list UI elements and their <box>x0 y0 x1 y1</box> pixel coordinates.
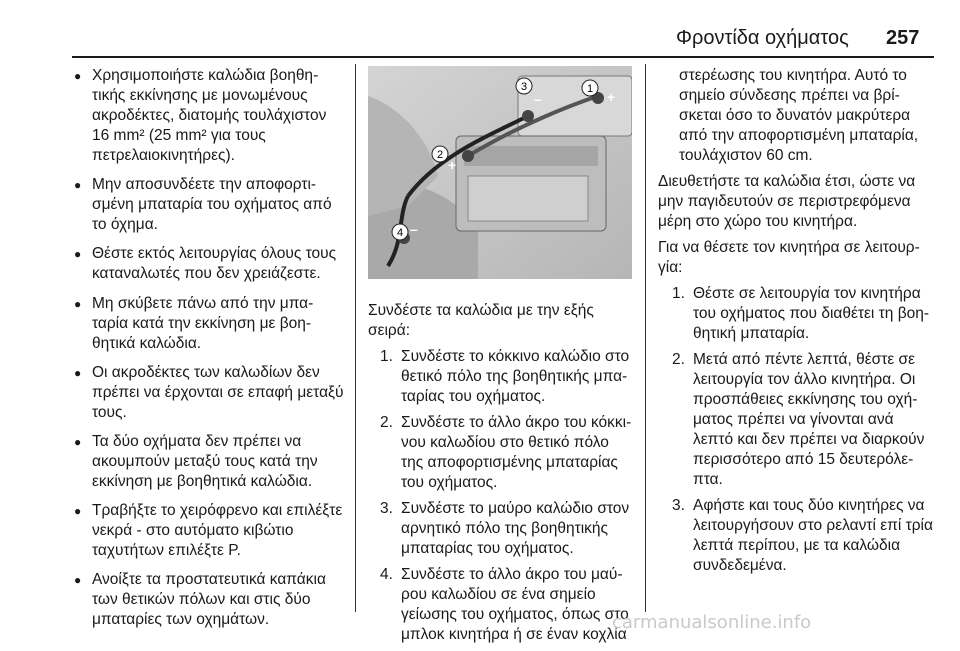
list-item <box>380 347 632 407</box>
list-item <box>672 496 936 576</box>
connection-intro: Συνδέστε τα καλώδια με την εξής σειρά: <box>368 302 594 339</box>
column-right <box>658 66 936 582</box>
step-number: 1. <box>380 348 393 365</box>
step-text: Συνδέστε το μαύρο καλώδιο στον αρνητικό πόλο της βοηθητικής μπαταρίας του οχήματος. <box>401 500 630 557</box>
booster-negative-terminal <box>522 110 534 122</box>
step-number: 4. <box>380 566 393 583</box>
minus-sign: – <box>534 91 542 107</box>
list-item: ● Ανοίξτε τα προστατευτικά καπάκια των θετικών πόλων και στις δύο μπαταρίες των οχημάτων. <box>74 570 344 630</box>
list-item <box>380 565 632 645</box>
list-item <box>672 350 936 490</box>
cable-routing-note: Διευθετήστε τα καλώδια έτσι, ώστε να μην παγιδευτούν σε περιστρεφόμενα μέρη στο χώρο του κινητήρα. <box>658 173 916 230</box>
jump-start-illustration <box>368 66 632 279</box>
step-text: Θέστε σε λειτουργία τον κινητήρα του οχήματος που διαθέτει τη βοηθητική μπαταρία. <box>693 285 930 342</box>
column-divider-2 <box>645 64 646 612</box>
step-number: 2. <box>672 351 685 368</box>
column-middle <box>368 66 632 651</box>
list-item <box>380 413 632 493</box>
svg-text:1: 1 <box>586 83 594 95</box>
list-item: ● Μη σκύβετε πάνω από την μπαταρία κατά την εκκίνηση με βοηθητικά καλώδια. <box>74 294 344 354</box>
list-item: ● Θέστε εκτός λειτουργίας όλους τους καταναλωτές που δεν χρειάζεστε. <box>74 244 344 284</box>
svg-text:3: 3 <box>520 81 528 93</box>
svg-text:4: 4 <box>396 227 404 239</box>
list-item: ● Οι ακροδέκτες των καλωδίων δεν πρέπει να έρχονται σε επαφή μεταξύ τους. <box>74 363 344 423</box>
step-text: Συνδέστε το κόκκινο καλώδιο στο θετικό πόλο της βοηθητικής μπαταρίας του οχήματος. <box>401 348 630 405</box>
column-divider-1 <box>355 64 356 612</box>
step-text: Συνδέστε το άλλο άκρο του κόκκινου καλωδίου στο θετικό πόλο της αποφορτισμένης μπαταρίας του οχήματος. <box>401 414 632 491</box>
list-item <box>672 284 936 344</box>
page-header <box>0 0 960 60</box>
list-item <box>380 499 632 559</box>
step-number: 3. <box>672 497 685 514</box>
connection-steps <box>380 347 632 645</box>
list-item: ● Τραβήξτε το χειρόφρενο και επιλέξτε νεκρά - στο αυτόματο κιβώτιο ταχυτήτων επιλέξτε P. <box>74 501 344 561</box>
header-rule <box>72 56 934 58</box>
start-engine-steps <box>672 284 936 576</box>
step-number: 1. <box>672 285 685 302</box>
list-item: ● Τα δύο οχήματα δεν πρέπει να ακουμπούν μεταξύ τους κατά την εκκίνηση με βοηθητικά καλώδια. <box>74 432 344 492</box>
section-title: Φροντίδα οχήματος <box>676 27 849 49</box>
plus-sign: + <box>607 89 616 105</box>
list-item: ● Μην αποσυνδέετε την αποφορτισμένη μπαταρία του οχήματος από το όχημα. <box>74 175 344 235</box>
step-text: Συνδέστε το άλλο άκρο του μαύρου καλωδίου σε ένα σημείο γείωσης του οχήματος, όπως στο μπλοκ κινητήρα ή σε έναν κοχλία <box>401 566 629 643</box>
precaution-list <box>74 66 344 630</box>
step-number: 3. <box>380 500 393 517</box>
list-item: ● Χρησιμοποιήστε καλώδια βοηθητικής εκκίνησης με μονωμένους ακροδέκτες, διατομής τουλάχιστον 16 mm² (25 mm² για τους πετρελαιοκινητήρες). <box>74 66 344 166</box>
plus-sign: + <box>448 157 457 173</box>
svg-text:2: 2 <box>436 149 444 161</box>
column-left <box>74 66 344 640</box>
discharged-positive-terminal <box>462 150 474 162</box>
page-number: 257 <box>886 27 920 49</box>
continued-step-text: στερέωσης του κινητήρα. Αυτό το σημείο σύνδεσης πρέπει να βρίσκεται όσο το δυνατόν μακρύτερα από την αποφορτισμένη μπαταρία, τουλάχιστον 60 cm. <box>679 67 919 164</box>
start-engine-intro: Για να θέσετε τον κινητήρα σε λειτουργία: <box>658 239 920 276</box>
minus-sign: – <box>410 221 418 237</box>
watermark: carmanualsonline.info <box>612 612 812 633</box>
step-text: Μετά από πέντε λεπτά, θέστε σε λειτουργία τον άλλο κινητήρα. Οι προσπάθειες εκκίνησης του οχήματος πρέπει να γίνονται ανά λεπτό και δεν πρέπει να διαρκούν περισσότερο από 15 δευτερόλεπτα. <box>693 351 925 488</box>
step-number: 2. <box>380 414 393 431</box>
step-text: Αφήστε και τους δύο κινητήρες να λειτουργήσουν στο ρελαντί επί τρία λεπτά περίπου, με τα καλώδια συνδεδεμένα. <box>693 497 933 574</box>
